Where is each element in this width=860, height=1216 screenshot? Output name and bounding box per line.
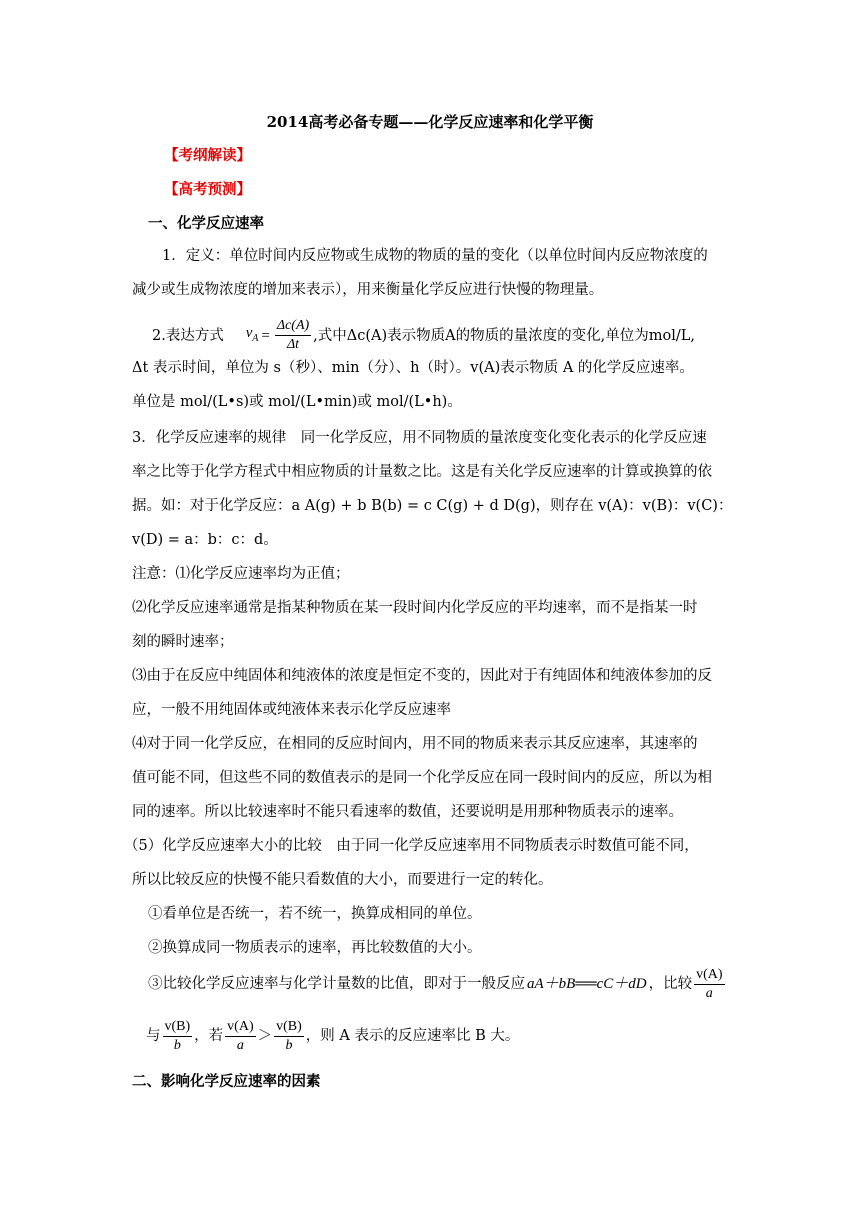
note-line-6: ⑷对于同一化学反应，在相同的反应时间内，用不同的物质来表示其反应速率，其速率的: [132, 736, 698, 752]
paragraph-comparison-line2: 所以比较反应的快慢不能只看数值的大小，而要进行一定的转化。: [132, 872, 553, 888]
paragraph-comparison-line1: （5）化学反应速率大小的比较 由于同一化学反应速率用不同物质表示时数值可能不同，: [124, 838, 699, 854]
fraction-vB-denominator: b: [173, 1037, 181, 1053]
step-3-conclusion: ，则 A 表示的反应速率比 B 大。: [305, 1028, 520, 1044]
note-line-8: 同的速率。所以比较速率时不能只看速率的数值，还要说明是用那种物质表示的速率。: [132, 804, 683, 820]
paragraph-expression-line2: Δt 表示时间，单位为 s（秒）、min（分）、h（时）。v(A)表示物质 A 的化学反应速率。: [132, 360, 694, 376]
formula-equals: =: [261, 327, 270, 344]
paragraph-rules-line4: v(D) = a：b：c：d。: [132, 532, 278, 548]
general-reaction-equation: aA＋bB══cC＋dD: [527, 976, 647, 992]
step-2: ②换算成同一物质表示的速率，再比较数值的大小。: [148, 940, 482, 956]
paragraph-rules-line1: 3．化学反应速率的规律 同一化学反应，用不同物质的量浓度变化变化表示的化学反应速: [132, 430, 707, 446]
fraction-vB-over-b-2: [274, 1019, 304, 1054]
step-3-if: ，若: [194, 1028, 224, 1044]
document-title: 2014高考必备专题——化学反应速率和化学平衡: [266, 113, 594, 131]
greater-than-sign: ＞: [257, 1028, 273, 1044]
step-3-line2: [146, 1014, 519, 1058]
fraction-vA-numerator-2: v(A): [225, 1019, 255, 1037]
note-line-1: 注意：⑴化学反应速率均为正值；: [132, 566, 350, 582]
fraction-vA-over-a-2: [225, 1019, 255, 1054]
note-line-3: 刻的瞬时速率；: [132, 634, 234, 650]
fraction-vA-denominator-2: a: [236, 1037, 244, 1053]
paragraph-expression-line3: 单位是 mol/(L•s)或 mol/(L•min)或 mol/(L•h)。: [132, 394, 462, 410]
formula-denominator: Δt: [286, 337, 300, 352]
fraction-vA-denominator: a: [705, 985, 713, 1001]
step-3-line1: [148, 962, 727, 1006]
expression-suffix: ,式中Δc(A)表示物质A的物质的量浓度的变化,单位为mol/L,: [313, 327, 695, 344]
note-line-4: ⑶由于在反应中纯固体和纯液体的浓度是恒定不变的，因此对于有纯固体和纯液体参加的反: [132, 668, 712, 684]
fraction-vB-numerator: v(B): [163, 1019, 193, 1037]
section-label-syllabus: 【考纲解读】: [164, 147, 251, 164]
section-label-forecast: 【高考预测】: [164, 181, 251, 198]
step-3-compare: ，比较: [648, 976, 693, 992]
formula-rate-fraction: [275, 318, 311, 353]
paragraph-definition-line2: 减少或生成物浓度的增加来表示），用来衡量化学反应进行快慢的物理量。: [132, 282, 604, 298]
heading-reaction-rate: 一、化学反应速率: [148, 215, 264, 232]
formula-numerator: Δc(A): [275, 318, 311, 336]
note-line-7: 值可能不同，但这些不同的数值表示的是同一个化学反应在同一段时间内的反应，所以为相: [132, 770, 712, 786]
paragraph-expression-line1: [152, 318, 695, 353]
step-3-with: 与: [146, 1028, 161, 1044]
fraction-vB-over-b: [163, 1019, 193, 1054]
step-3-prefix: ③比较化学反应速率与化学计量数的比值，即对于一般反应: [148, 976, 525, 992]
expression-prefix: 2.表达方式: [152, 327, 224, 344]
fraction-vB-denominator-2: b: [285, 1037, 293, 1053]
note-line-2: ⑵化学反应速率通常是指某种物质在某一段时间内化学反应的平均速率，而不是指某一时: [132, 600, 698, 616]
note-line-5: 应，一般不用纯固体或纯液体来表示化学反应速率: [132, 702, 451, 718]
paragraph-rules-line2: 率之比等于化学方程式中相应物质的计量数之比。这是有关化学反应速率的计算或换算的依: [132, 464, 712, 480]
fraction-vA-over-a: [694, 967, 724, 1002]
fraction-vA-numerator: v(A): [694, 967, 724, 985]
step-1: ①看单位是否统一，若不统一，换算成相同的单位。: [148, 906, 482, 922]
fraction-vB-numerator-2: v(B): [274, 1019, 304, 1037]
paragraph-definition-line1: 1．定义：单位时间内反应物或生成物的物质的量的变化（以单位时间内反应物浓度的: [162, 248, 708, 264]
formula-v: $v_A$: [245, 324, 259, 344]
heading-influencing-factors: 二、影响化学反应速率的因素: [132, 1073, 321, 1090]
paragraph-rules-line3: 据。如：对于化学反应：a A(g) + b B(b) = c C(g) + d D(g)，则存在 v(A)：v(B)：v(C)：: [132, 498, 733, 514]
